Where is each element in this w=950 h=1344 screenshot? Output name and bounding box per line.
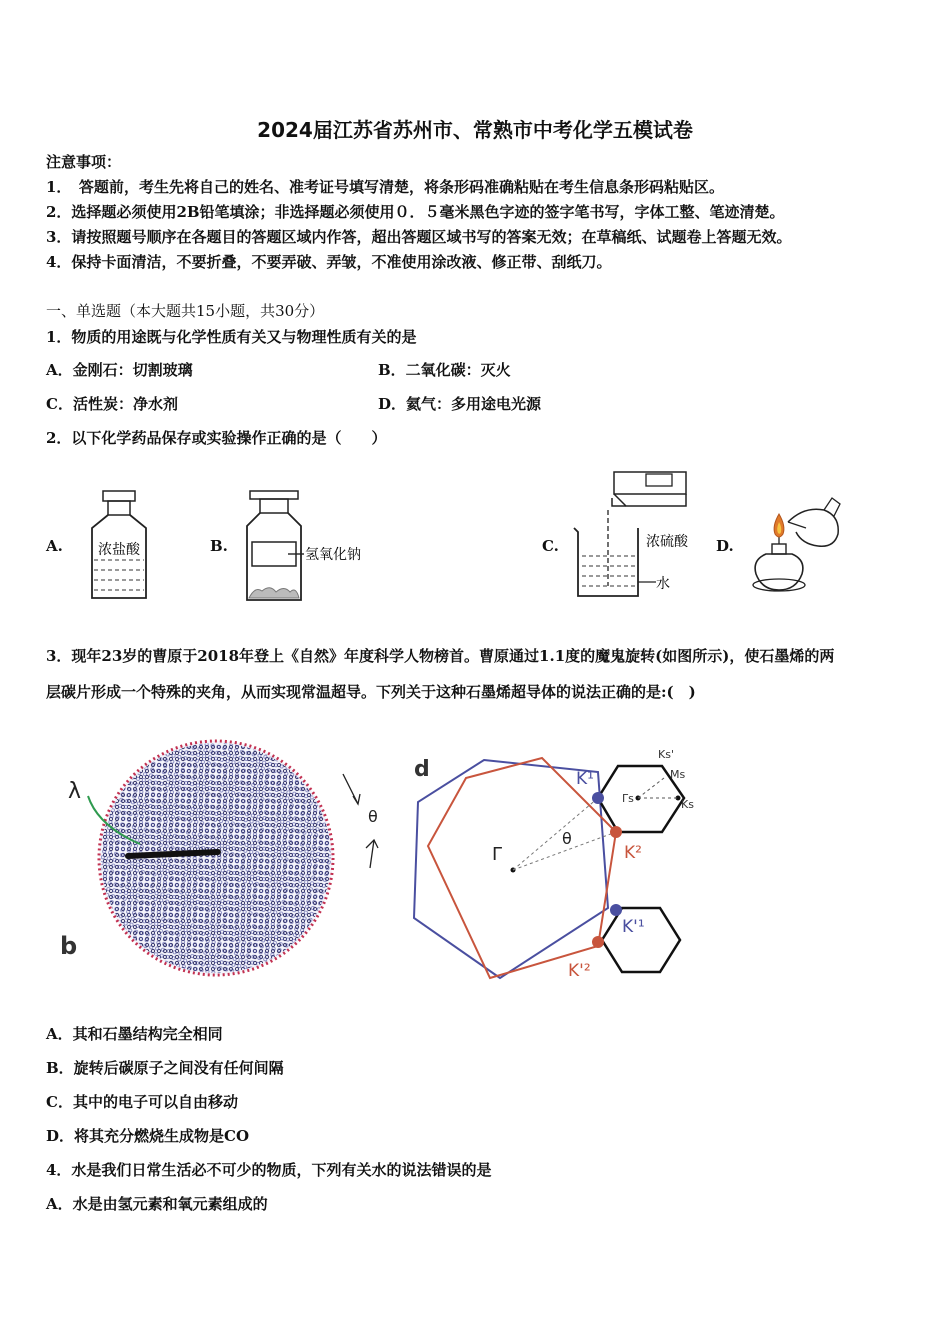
q3-stem-line1: 3．现年23岁的曹原于2018年登上《自然》年度科学人物榜首。曹原通过1.1度的魔鬼旋转(如图所示)，使石墨烯的两 (46, 647, 835, 665)
moire-graphene-figure (48, 726, 390, 994)
k2-label: K² (624, 843, 642, 863)
q3-option-a: A．其和石墨结构完全相同 (46, 1025, 223, 1043)
naoh-label: 氢氧化钠 (305, 547, 361, 563)
q1-option-d: D．氦气：多用途电光源 (378, 395, 542, 413)
q1-option-b: B．二氧化碳：灭火 (378, 361, 511, 379)
q3-option-c: C．其中的电子可以自由移动 (46, 1093, 238, 1111)
notice-item: 4．保持卡面清洁，不要折叠，不要弄破、弄皱，不准使用涂改液、修正带、刮纸刀。 (46, 253, 612, 271)
notice-heading: 注意事项： (46, 153, 122, 171)
q1-stem: 1．物质的用途既与化学性质有关又与物理性质有关的是 (46, 328, 417, 346)
k1-label: K¹ (576, 769, 594, 789)
q2-label-b: B. (210, 537, 228, 555)
q1-option-c: C．活性炭：净水剂 (46, 395, 178, 413)
panel-b-label: b (60, 932, 78, 960)
notice-item: 1． 答题前，考生先将自己的姓名、准考证号填写清楚，将条形码准确粘贴在考生信息条形码粘贴区。 (46, 178, 724, 196)
notice-item: 3．请按照题号顺序在各题目的答题区域内作答，超出答题区域书写的答案无效；在草稿纸、试题卷上答题无效。 (46, 228, 792, 246)
q2-label-d: D. (716, 537, 734, 555)
ms-label: Ms (670, 768, 686, 781)
acid-label: 浓硫酸 (646, 534, 688, 550)
notice-item: 2．选择题必须使用2B铅笔填涂；非选择题必须使用０．５毫米黑色字迹的签字笔书写，字体工整、笔迹清楚。 (46, 203, 785, 221)
theta-label-d: θ (562, 829, 572, 848)
gamma-label: Γ (492, 844, 503, 865)
section-heading: 一、单选题（本大题共15小题，共30分） (46, 302, 325, 320)
q4-option-a: A．水是由氢元素和氧元素组成的 (46, 1195, 268, 1213)
panel-d-label: d (414, 757, 430, 782)
dilution-figure (568, 468, 718, 603)
q4-stem: 4．水是我们日常生活必不可少的物质，下列有关水的说法错误的是 (46, 1161, 492, 1179)
page-title: 2024届江苏省苏州市、常熟市中考化学五模试卷 (257, 118, 693, 142)
gs-label: Γs (622, 792, 634, 805)
q2-stem: 2．以下化学药品保存或实验操作正确的是（ ） (46, 429, 387, 447)
ksp-label: Ks' (658, 748, 674, 761)
hcl-bottle-figure (84, 488, 154, 603)
q3-option-d: D．将其充分燃烧生成物是CO (46, 1127, 250, 1145)
alcohol-lamp-figure (744, 492, 854, 598)
hcl-label: 浓盐酸 (98, 542, 140, 558)
q2-label-c: C. (542, 537, 559, 555)
theta-label-b: θ (368, 807, 378, 826)
q1-option-a: A．金刚石：切割玻璃 (46, 361, 193, 379)
q3-stem-line2: 层碳片形成一个特殊的夹角，从而实现常温超导。下列关于这种石墨烯超导体的说法正确的是:( ) (46, 683, 696, 701)
brillouin-zone-figure (402, 732, 706, 988)
water-label: 水 (656, 576, 670, 592)
kp2-label: K'² (568, 961, 591, 981)
ks-label: Ks (681, 798, 694, 811)
q3-option-b: B．旋转后碳原子之间没有任何间隔 (46, 1059, 284, 1077)
kp1-label: K'¹ (622, 917, 645, 937)
naoh-bottle-figure (240, 488, 390, 606)
lambda-label: λ (68, 779, 82, 804)
q2-label-a: A. (46, 537, 63, 555)
